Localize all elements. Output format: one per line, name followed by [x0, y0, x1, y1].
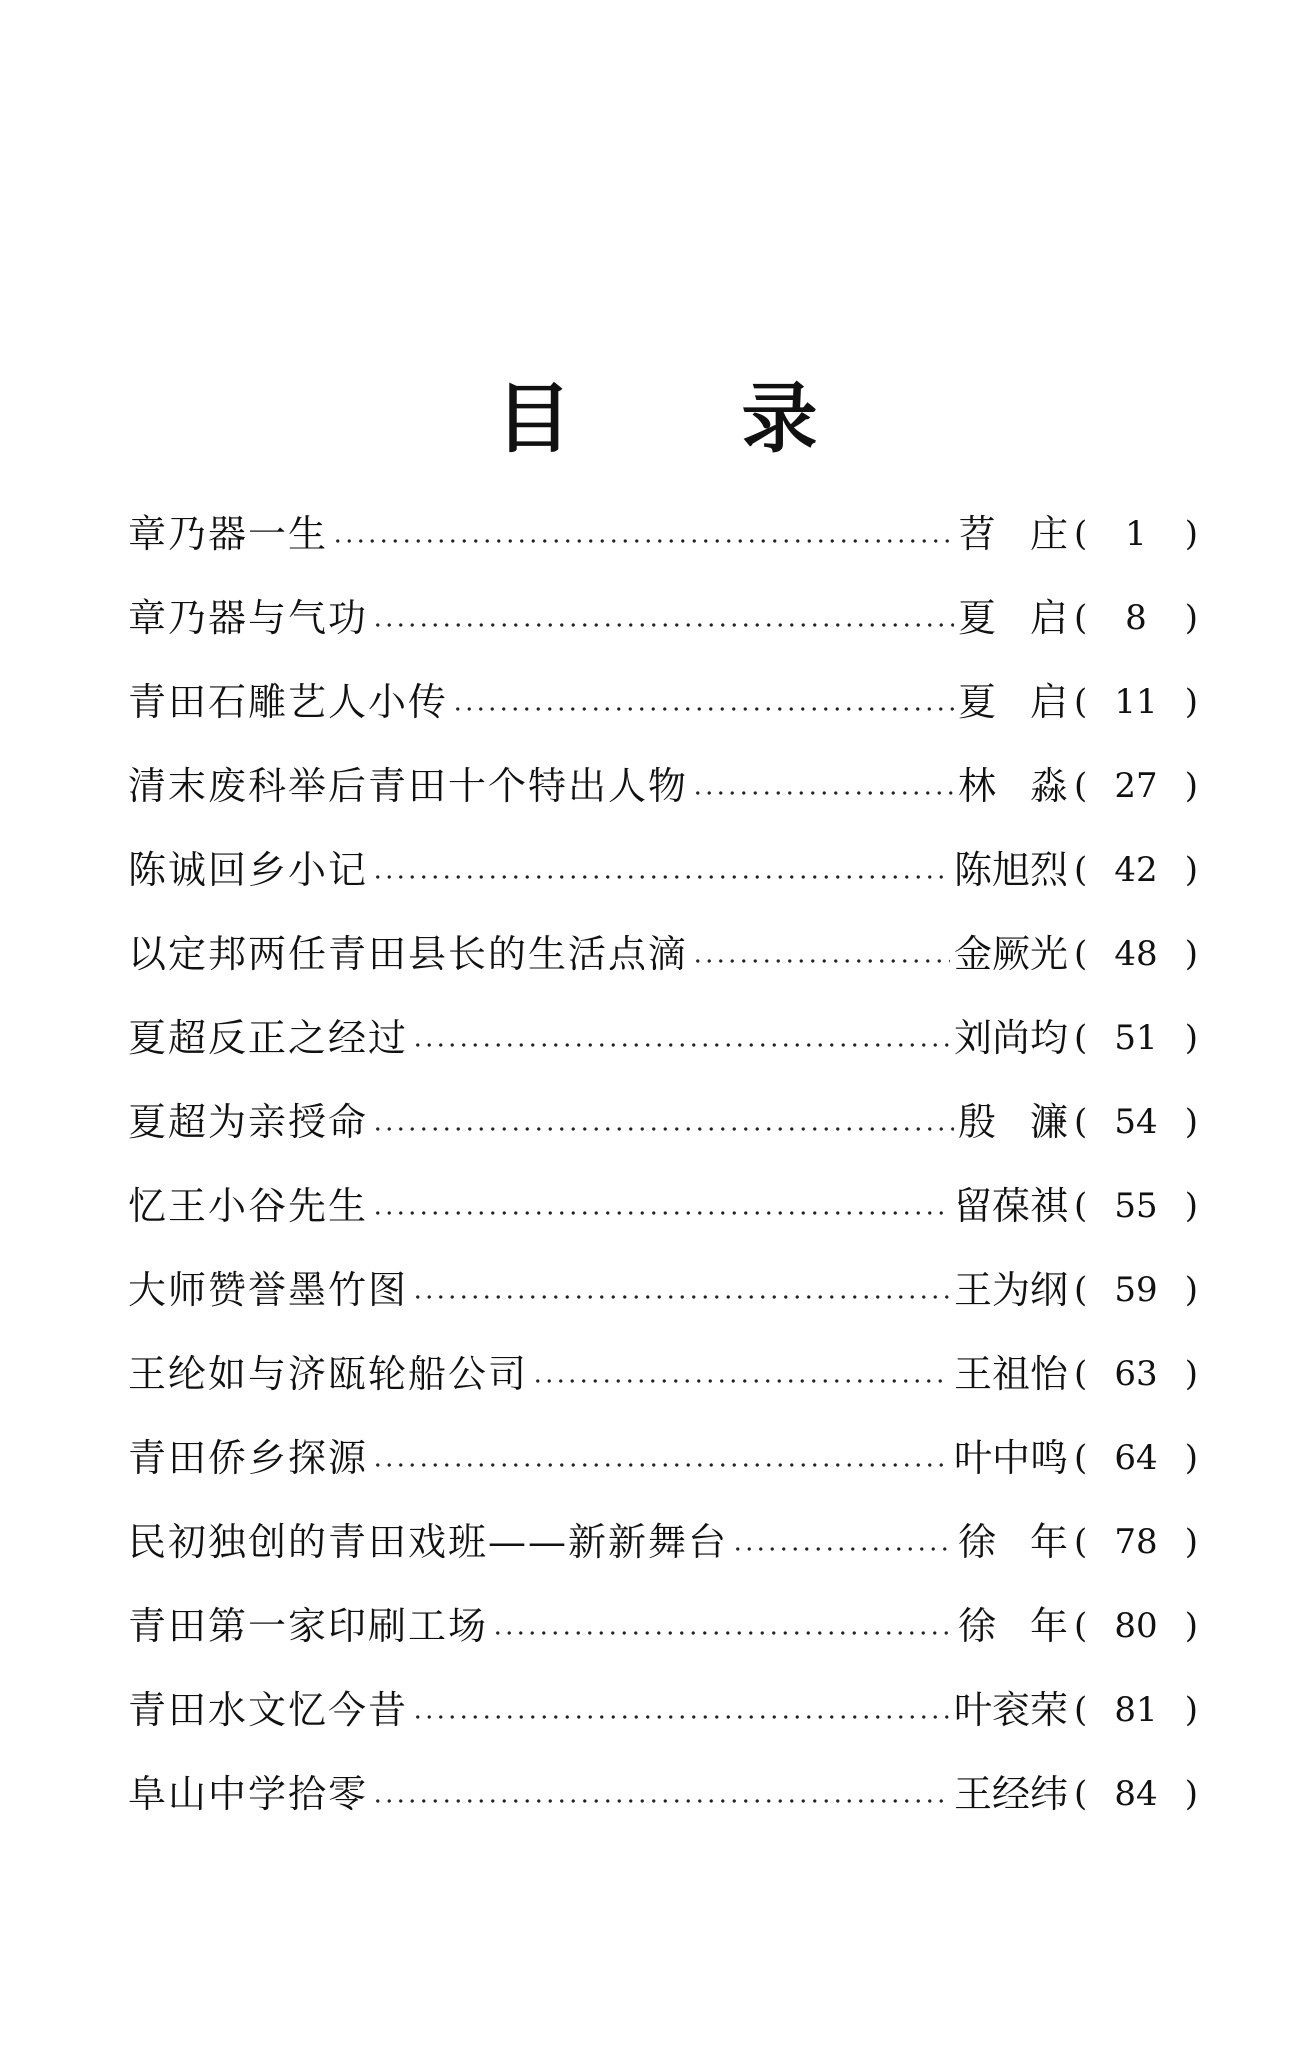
toc-entry-page-ref: [1068, 1270, 1198, 1310]
toc-entry-page-number: 27: [1114, 766, 1158, 806]
toc-entry-page-number: 54: [1114, 1102, 1158, 1142]
toc-entry-author: 王经纬: [953, 1772, 1068, 1816]
close-paren: ): [1184, 850, 1198, 890]
author-name-part: 苕: [958, 512, 997, 556]
toc-entry-title: 陈诚回乡小记: [128, 848, 369, 892]
close-paren: ): [1184, 1270, 1198, 1310]
open-paren: (: [1074, 1018, 1088, 1058]
toc-entry-page-number: 48: [1114, 934, 1158, 974]
author-name-part: 夏: [958, 680, 997, 724]
toc-entry-page-ref: [1068, 766, 1198, 806]
toc-entry-title: 青田侨乡探源: [128, 1436, 369, 1480]
toc-entry-author: [958, 1604, 1068, 1648]
toc-entry-page-number: 42: [1114, 850, 1158, 890]
author-name-part: 濂: [1029, 1100, 1068, 1144]
dot-leader: [412, 1712, 950, 1722]
toc-entry[interactable]: [128, 1416, 1198, 1500]
author-name-part: 殷: [958, 1100, 997, 1144]
close-paren: ): [1184, 766, 1198, 806]
toc-entry-page-ref: [1068, 1186, 1198, 1226]
toc-entry-author: [958, 512, 1068, 556]
dot-leader: [692, 956, 950, 966]
toc-entry-title: 青田石雕艺人小传: [128, 680, 449, 724]
toc-entry[interactable]: [128, 744, 1198, 828]
close-paren: ): [1184, 1186, 1198, 1226]
close-paren: ): [1184, 1354, 1198, 1394]
toc-entry-page-number: 64: [1114, 1438, 1158, 1478]
toc-entry-page-ref: [1068, 850, 1198, 890]
close-paren: ): [1184, 1522, 1198, 1562]
toc-entry-page-number: 78: [1114, 1522, 1158, 1562]
dot-leader: [372, 1796, 950, 1806]
toc-entry-page-ref: [1068, 1690, 1198, 1730]
toc-entry-author: [958, 680, 1068, 724]
toc-entry-page-number: 11: [1114, 682, 1158, 722]
toc-entry-page-ref: [1068, 1522, 1198, 1562]
toc-entry-author: [958, 764, 1068, 808]
toc-entry[interactable]: [128, 912, 1198, 996]
page-title-char: 目: [495, 373, 572, 463]
toc-entry-page-ref: [1068, 1354, 1198, 1394]
toc-entry-page-ref: [1068, 1018, 1198, 1058]
dot-leader: [452, 704, 954, 714]
open-paren: (: [1074, 1690, 1088, 1730]
dot-leader: [492, 1628, 954, 1638]
open-paren: (: [1074, 1270, 1088, 1310]
dot-leader: [372, 872, 950, 882]
dot-leader: [412, 1292, 950, 1302]
toc-entry[interactable]: [128, 1080, 1198, 1164]
toc-entry-page-number: 1: [1125, 514, 1147, 554]
dot-leader: [372, 1124, 954, 1134]
dot-leader: [372, 620, 954, 630]
open-paren: (: [1074, 1354, 1088, 1394]
toc-entry[interactable]: [128, 576, 1198, 660]
open-paren: (: [1074, 1438, 1088, 1478]
author-name-part: 淼: [1029, 764, 1068, 808]
close-paren: ): [1184, 1018, 1198, 1058]
toc-entry-title: 夏超为亲授命: [128, 1100, 369, 1144]
toc-entry-title: 夏超反正之经过: [128, 1016, 409, 1060]
close-paren: ): [1184, 598, 1198, 638]
close-paren: ): [1184, 1690, 1198, 1730]
toc-entry-page-number: 80: [1114, 1606, 1158, 1646]
toc-entry-author: 陈旭烈: [953, 848, 1068, 892]
open-paren: (: [1074, 1774, 1088, 1814]
toc-entry-author: 王祖怡: [953, 1352, 1068, 1396]
toc-entry[interactable]: [128, 828, 1198, 912]
toc-entry-page-number: 84: [1114, 1774, 1158, 1814]
toc-entry-page-ref: [1068, 1774, 1198, 1814]
toc-entry-page-ref: [1068, 1102, 1198, 1142]
author-name-part: 夏: [958, 596, 997, 640]
author-name-part: 启: [1029, 680, 1068, 724]
toc-entry-page-number: 51: [1114, 1018, 1158, 1058]
toc-entry-author: 留葆祺: [953, 1184, 1068, 1228]
author-name-part: 徐: [958, 1520, 997, 1564]
toc-entry-page-ref: [1068, 1606, 1198, 1646]
page-title: [0, 373, 1313, 463]
dot-leader: [412, 1040, 950, 1050]
open-paren: (: [1074, 766, 1088, 806]
toc-entry-author: [958, 1520, 1068, 1564]
toc-entry-page-ref: [1068, 682, 1198, 722]
toc-entry-title: 王纶如与济瓯轮船公司: [128, 1352, 529, 1396]
open-paren: (: [1074, 514, 1088, 554]
toc-entry-author: 金厥光: [953, 932, 1068, 976]
open-paren: (: [1074, 1522, 1088, 1562]
close-paren: ): [1184, 1438, 1198, 1478]
toc-entry-author: 叶中鸣: [953, 1436, 1068, 1480]
close-paren: ): [1184, 1606, 1198, 1646]
toc-entry[interactable]: [128, 1752, 1198, 1836]
dot-leader: [332, 536, 954, 546]
toc-entry[interactable]: [128, 660, 1198, 744]
toc-entry-author: 叶衮荣: [953, 1688, 1068, 1732]
toc-entry[interactable]: [128, 1332, 1198, 1416]
toc-entry-page-ref: [1068, 934, 1198, 974]
toc-entry-title: 以定邦两任青田县长的生活点滴: [128, 932, 689, 976]
open-paren: (: [1074, 1102, 1088, 1142]
toc-entry-author: [958, 1100, 1068, 1144]
open-paren: (: [1074, 934, 1088, 974]
dot-leader: [692, 788, 954, 798]
toc-entry-title: 清末废科举后青田十个特出人物: [128, 764, 689, 808]
toc-entry-author: 刘尚均: [953, 1016, 1068, 1060]
author-name-part: 年: [1029, 1604, 1068, 1648]
page-title-char: 录: [741, 373, 818, 463]
toc-entry-title: 忆王小谷先生: [128, 1184, 369, 1228]
close-paren: ): [1184, 682, 1198, 722]
toc-entry-title: 章乃器一生: [128, 512, 329, 556]
toc-entry-page-ref: [1068, 1438, 1198, 1478]
toc-entry-title: 青田第一家印刷工场: [128, 1604, 489, 1648]
toc-entry-title: 章乃器与气功: [128, 596, 369, 640]
toc-entry[interactable]: [128, 1668, 1198, 1752]
close-paren: ): [1184, 1774, 1198, 1814]
dot-leader: [372, 1460, 950, 1470]
table-of-contents: [128, 492, 1198, 1836]
toc-entry-page-number: 81: [1114, 1690, 1158, 1730]
toc-entry[interactable]: [128, 1500, 1198, 1584]
toc-entry-title: 大师赞誉墨竹图: [128, 1268, 409, 1312]
toc-entry[interactable]: [128, 1164, 1198, 1248]
toc-entry[interactable]: [128, 996, 1198, 1080]
toc-entry-page-number: 8: [1125, 598, 1147, 638]
toc-entry[interactable]: [128, 492, 1198, 576]
toc-entry-page-number: 63: [1114, 1354, 1158, 1394]
dot-leader: [732, 1544, 954, 1554]
toc-entry-title: 阜山中学拾零: [128, 1772, 369, 1816]
toc-entry-page-number: 59: [1114, 1270, 1158, 1310]
toc-entry-title: 青田水文忆今昔: [128, 1688, 409, 1732]
open-paren: (: [1074, 1606, 1088, 1646]
author-name-part: 庄: [1029, 512, 1068, 556]
open-paren: (: [1074, 598, 1088, 638]
toc-entry-page-number: 55: [1114, 1186, 1158, 1226]
author-name-part: 林: [958, 764, 997, 808]
toc-entry[interactable]: [128, 1248, 1198, 1332]
toc-entry-author: 王为纲: [953, 1268, 1068, 1312]
author-name-part: 徐: [958, 1604, 997, 1648]
author-name-part: 年: [1029, 1520, 1068, 1564]
close-paren: ): [1184, 934, 1198, 974]
toc-entry-page-ref: [1068, 514, 1198, 554]
toc-entry-title: 民初独创的青田戏班——新新舞台: [128, 1520, 729, 1564]
toc-entry-page-ref: [1068, 598, 1198, 638]
open-paren: (: [1074, 1186, 1088, 1226]
dot-leader: [372, 1208, 950, 1218]
dot-leader: [532, 1376, 950, 1386]
toc-entry[interactable]: [128, 1584, 1198, 1668]
open-paren: (: [1074, 682, 1088, 722]
toc-entry-author: [958, 596, 1068, 640]
open-paren: (: [1074, 850, 1088, 890]
close-paren: ): [1184, 1102, 1198, 1142]
author-name-part: 启: [1029, 596, 1068, 640]
close-paren: ): [1184, 514, 1198, 554]
